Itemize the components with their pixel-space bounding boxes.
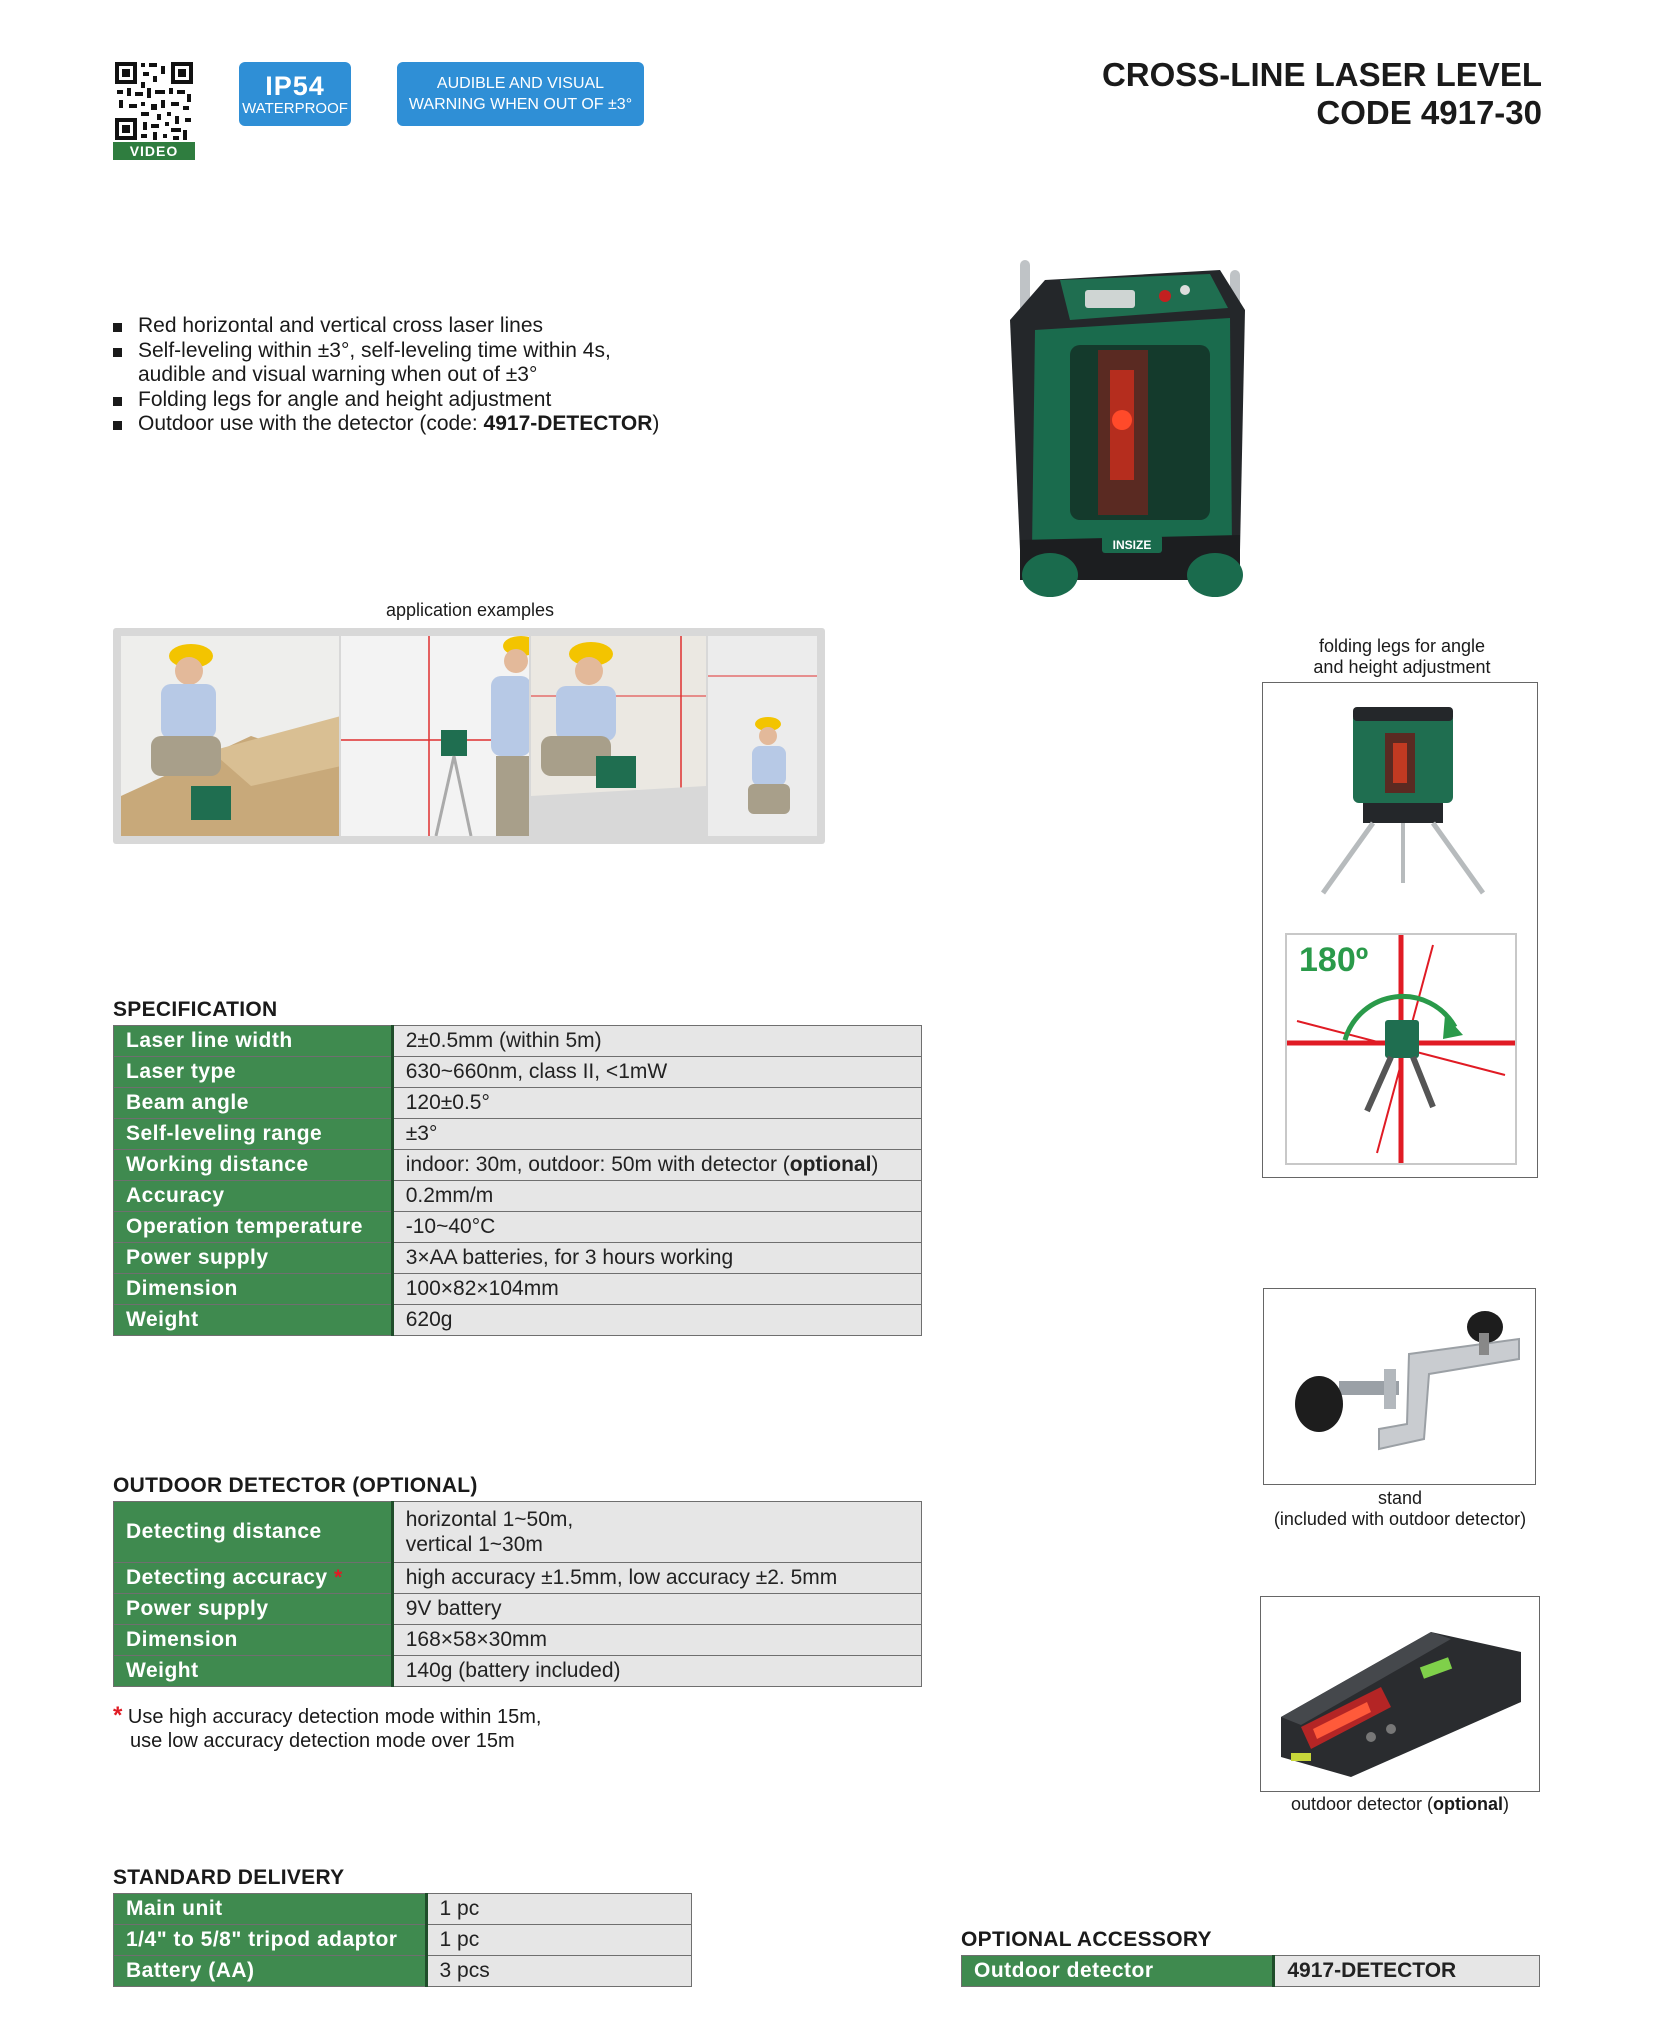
feature-item <box>110 412 730 437</box>
spec-key: Laser line width <box>114 1026 393 1057</box>
spec-key: Operation temperature <box>114 1212 393 1243</box>
ip-badge-main: IP54 <box>265 70 325 101</box>
feature-item: Folding legs for angle and height adjustment <box>110 388 730 413</box>
warning-badge <box>397 62 644 126</box>
qr-code[interactable] <box>113 60 195 160</box>
brand-text: INSIZE <box>1112 538 1152 552</box>
detector-key: Dimension <box>114 1625 393 1656</box>
title-line2: CODE 4917-30 <box>1316 94 1542 131</box>
optional-value: 4917-DETECTOR <box>1274 1956 1540 1987</box>
table-row <box>114 1150 922 1181</box>
spec-value: 120±0.5° <box>392 1088 921 1119</box>
stand-panel <box>1263 1288 1536 1485</box>
rotation-diagram <box>1285 933 1517 1165</box>
spec-value <box>392 1150 921 1181</box>
application-caption: application examples <box>385 600 555 620</box>
spec-key: Beam angle <box>114 1088 393 1119</box>
spec-value: 0.2mm/m <box>392 1181 921 1212</box>
feature-item <box>110 339 730 388</box>
product-image <box>990 250 1270 610</box>
table-row <box>114 1956 692 1987</box>
worker-wall-photo <box>531 636 705 836</box>
application-photo <box>341 636 529 836</box>
legs-caption-line1: folding legs for angle <box>1318 636 1486 656</box>
feature-text: ) <box>652 412 660 435</box>
stand-clamp-icon <box>1279 1299 1524 1474</box>
table-row <box>114 1119 922 1150</box>
spec-value: 3×AA batteries, for 3 hours working <box>392 1243 921 1274</box>
spec-value: -10~40°C <box>392 1212 921 1243</box>
page-title <box>1102 56 1542 132</box>
detector-caption <box>1230 1794 1570 1815</box>
delivery-key: Battery (AA) <box>114 1956 427 1987</box>
spec-value: 630~660nm, class II, <1mW <box>392 1057 921 1088</box>
detector-value: 140g (battery included) <box>392 1656 921 1687</box>
detector-panel <box>1260 1596 1540 1792</box>
detector-value-line: vertical 1~30m <box>405 1533 543 1556</box>
feature-text: Outdoor use with the detector (code: <box>138 412 484 435</box>
detector-key: Power supply <box>114 1594 393 1625</box>
laser-level-icon <box>990 250 1270 610</box>
specification-table <box>113 1025 922 1336</box>
footnote-mark: * <box>333 1566 343 1589</box>
delivery-value: 1 pc <box>426 1925 692 1956</box>
spec-value: 2±0.5mm (within 5m) <box>392 1026 921 1057</box>
warning-badge-line2: WARNING WHEN OUT OF ±3° <box>408 96 633 113</box>
spec-value-bold: optional <box>789 1153 872 1176</box>
table-row <box>114 1625 922 1656</box>
application-photo <box>531 636 705 836</box>
ip-badge-sub: WATERPROOF <box>242 99 348 117</box>
table-row <box>114 1088 922 1119</box>
delivery-key: 1/4" to 5/8" tripod adaptor <box>114 1925 427 1956</box>
detector-caption-text: ) <box>1503 1794 1510 1814</box>
table-row <box>114 1057 922 1088</box>
detector-value: 168×58×30mm <box>392 1625 921 1656</box>
footnote-line2: use low accuracy detection mode over 15m <box>130 1730 515 1752</box>
spec-key: Laser type <box>114 1057 393 1088</box>
spec-key: Weight <box>114 1305 393 1336</box>
spec-value: 100×82×104mm <box>392 1274 921 1305</box>
spec-key: Dimension <box>114 1274 393 1305</box>
spec-key: Self-leveling range <box>114 1119 393 1150</box>
application-photo <box>121 636 339 836</box>
delivery-value: 3 pcs <box>426 1956 692 1987</box>
detector-key: Weight <box>114 1656 393 1687</box>
delivery-value: 1 pc <box>426 1894 692 1925</box>
table-row <box>114 1894 692 1925</box>
delivery-table <box>113 1893 692 1987</box>
detector-key-text: Detecting accuracy <box>126 1566 328 1589</box>
spec-value-text: indoor: 30m, outdoor: 50m with detector ( <box>405 1153 790 1176</box>
detector-table <box>113 1501 922 1687</box>
table-row <box>114 1305 922 1336</box>
warning-badge-line1: AUDIBLE AND VISUAL <box>436 75 605 92</box>
qr-label: VIDEO <box>129 143 179 159</box>
detector-key <box>114 1563 393 1594</box>
detector-caption-bold: optional <box>1433 1794 1504 1814</box>
table-row <box>114 1026 922 1057</box>
stand-caption-line2: (included with outdoor detector) <box>1273 1509 1527 1529</box>
optional-title: OPTIONAL ACCESSORY <box>961 1928 1212 1951</box>
footnote-line1: Use high accuracy detection mode within 15m, <box>127 1706 542 1728</box>
detector-footnote <box>113 1704 733 1753</box>
delivery-key: Main unit <box>114 1894 427 1925</box>
detector-caption-text: outdoor detector ( <box>1290 1794 1434 1814</box>
delivery-title: STANDARD DELIVERY <box>113 1866 345 1889</box>
table-row <box>114 1656 922 1687</box>
feature-text: audible and visual warning when out of ±3° <box>138 363 538 386</box>
optional-key: Outdoor detector <box>962 1956 1274 1987</box>
ip54-badge <box>239 62 351 126</box>
optional-table <box>961 1955 1540 1987</box>
table-row <box>114 1181 922 1212</box>
specification-title: SPECIFICATION <box>113 998 278 1021</box>
tripod-laser-icon <box>1303 693 1503 903</box>
stand-caption-line1: stand <box>1377 1488 1423 1508</box>
folding-legs-panel <box>1262 682 1538 1178</box>
spec-key: Working distance <box>114 1150 393 1181</box>
table-row <box>114 1274 922 1305</box>
worker-kneeling-photo <box>708 636 817 836</box>
spec-value: 620g <box>392 1305 921 1336</box>
application-photo <box>708 636 817 836</box>
title-line1: CROSS-LINE LASER LEVEL <box>1101 56 1542 93</box>
table-row <box>962 1956 1540 1987</box>
detector-title: OUTDOOR DETECTOR (OPTIONAL) <box>113 1474 478 1497</box>
table-row <box>114 1563 922 1594</box>
detector-value <box>392 1502 921 1563</box>
footnote-mark: * <box>113 1702 123 1729</box>
detector-value-line: horizontal 1~50m, <box>405 1508 574 1531</box>
feature-text: Self-leveling within ±3°, self-leveling time within 4s, <box>138 338 611 362</box>
spec-value-text: ) <box>871 1153 879 1176</box>
legs-caption <box>1262 636 1542 678</box>
table-row <box>114 1925 692 1956</box>
table-row <box>114 1502 922 1563</box>
spec-key: Power supply <box>114 1243 393 1274</box>
angle-label: 180º <box>1299 941 1369 979</box>
application-examples-strip <box>113 628 825 844</box>
table-row <box>114 1243 922 1274</box>
outdoor-detector-icon <box>1271 1607 1531 1782</box>
table-row <box>114 1212 922 1243</box>
detector-code: 4917-DETECTOR <box>483 412 653 435</box>
worker-floor-photo <box>121 636 339 836</box>
detector-value: 9V battery <box>392 1594 921 1625</box>
worker-tripod-photo <box>341 636 529 836</box>
detector-key: Detecting distance <box>114 1502 393 1563</box>
feature-item: Red horizontal and vertical cross laser lines <box>110 314 730 339</box>
table-row <box>114 1594 922 1625</box>
spec-key: Accuracy <box>114 1181 393 1212</box>
spec-value: ±3° <box>392 1119 921 1150</box>
detector-value: high accuracy ±1.5mm, low accuracy ±2. 5mm <box>392 1563 921 1594</box>
legs-caption-line2: and height adjustment <box>1313 657 1491 677</box>
feature-list <box>110 314 730 437</box>
stand-caption <box>1230 1488 1570 1530</box>
